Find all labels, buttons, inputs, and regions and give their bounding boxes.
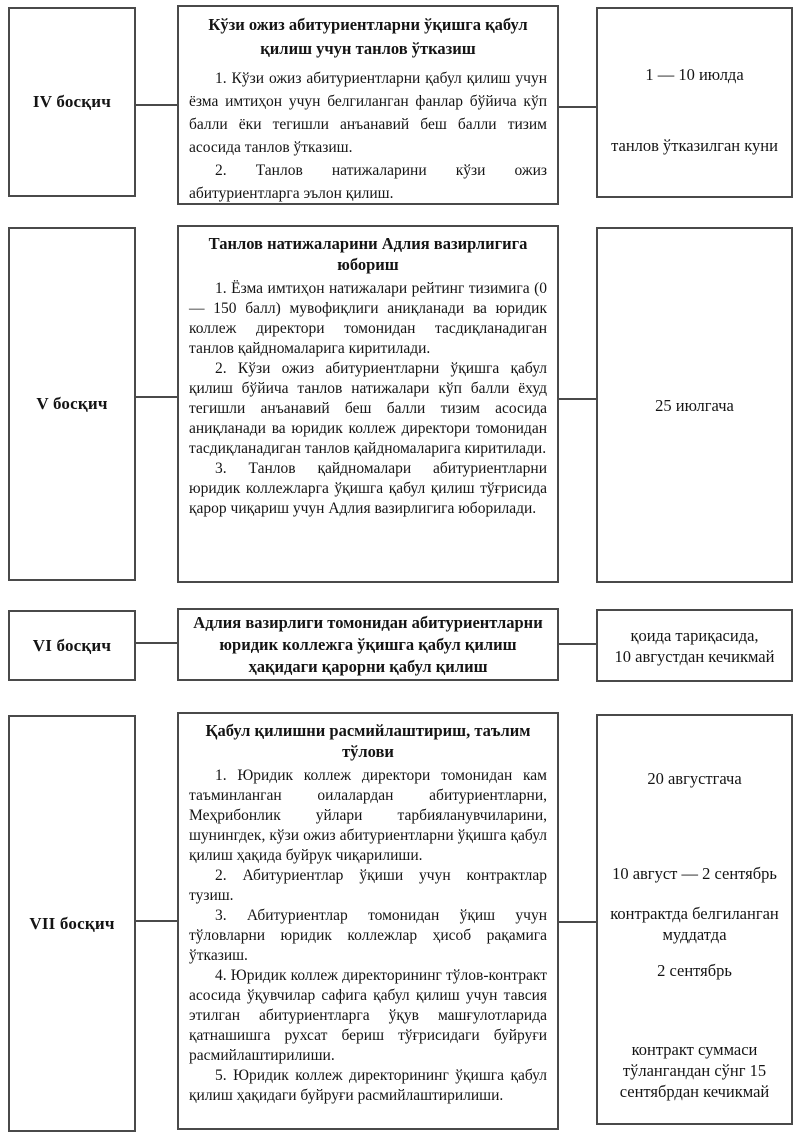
connector-desc-timing-row4 <box>559 921 596 923</box>
timing-text: контракт суммаси тўлангандан сўнг 15 сентябрдан кечикмай <box>619 1040 770 1101</box>
connector-stage-desc-row3 <box>136 642 177 644</box>
timing-box-iv <box>596 7 793 198</box>
description-paragraph: 5. Юридик коллеж директорининг ўқишга қабул қилиш ҳақидаги буйруғи расмийлаштирилиши. <box>189 1067 547 1104</box>
description-paragraph: 1. Юридик коллеж директори томонидан кам таъминланган оилалардан абитуриентларни, Меҳрибонлик уйлари тарбияланувчиларини, шунингдек, кўзи ожиз абитуриентларни ўқишга қабул қилиш ҳақида буйрук чиқарилиши. <box>189 767 547 864</box>
timing-text: 1 — 10 июлда <box>645 65 744 84</box>
connector-stage-desc-row2 <box>136 396 177 398</box>
timing-box-v <box>596 227 793 583</box>
stage-label-v: V босқич <box>36 394 108 413</box>
stage-label-vi: VI босқич <box>32 635 112 655</box>
description-box-v <box>177 225 559 583</box>
stage-label-vii: VII босқич <box>29 913 115 933</box>
stage-box-v <box>8 227 136 581</box>
timing-text: қоида тариқасида, <box>630 625 759 645</box>
description-title-iv: Кўзи ожиз абитуриентларни ўқишга қабул қилиш учун танлов ўтказиш <box>208 15 528 58</box>
connector-stage-desc-row1 <box>136 104 177 106</box>
description-paragraph: 3. Танлов қайдномалари абитуриентларни юридик коллежларга ўқишга қабул қилиш тўғрисида қарор чиқариш учун Адлия вазирлигига юборилади. <box>189 460 547 517</box>
description-paragraph: 2. Кўзи ожиз абитуриентларни ўқишга қабул қилиш бўйича танлов натижалари кўп балли ёхуд тегишли анъанавий беш балли тизим асосида аниқланади ва юридик коллеж директори томонидан тасдиқланадиган танлов қайдномаларига киритилади. <box>189 360 547 457</box>
connector-desc-timing-row2 <box>559 398 596 400</box>
stage-label-iv: IV босқич <box>32 92 112 111</box>
description-box-vi <box>177 608 559 681</box>
timing-text: танлов ўтказилган куни <box>611 136 778 155</box>
connector-desc-timing-row1 <box>559 106 596 108</box>
description-paragraph: 2. Абитуриентлар ўқиши учун контрактлар тузиш. <box>189 867 547 904</box>
description-paragraph: 1. Кўзи ожиз абитуриентларни қабул қилиш учун ёзма имтиҳон учун белгиланган фанлар бўйича кўп балли ёки тегишли анъанавий беш балли тизим асосида танлов ўтказиш. <box>189 70 547 156</box>
timing-text: 25 июлгача <box>655 395 734 415</box>
stage-box-vii <box>8 715 136 1132</box>
timing-box-vi <box>596 609 793 682</box>
connector-stage-desc-row4 <box>136 920 177 922</box>
timing-text: контрактда белгиланган муддатда <box>610 904 779 944</box>
description-title-v: Танлов натижаларини Адлия вазирлигига юбориш <box>208 234 528 274</box>
description-paragraph: 2. Танлов натижаларини кўзи ожиз абитуриентларга эълон қилиш. <box>189 162 547 202</box>
description-box-vii <box>177 712 559 1130</box>
timing-box-vii <box>596 714 793 1125</box>
description-box-iv <box>177 5 559 205</box>
timing-text: 10 август — 2 сентябрь <box>612 864 777 883</box>
description-title-vi: Адлия вазирлиги томонидан абитуриентларни юридик коллежга ўқишга қабул қилиш ҳақидаги қарорни қабул қилиш <box>193 612 543 676</box>
description-paragraph: 4. Юридик коллеж директорининг тўлов-контракт асосида ўқувчилар сафига қабул қилиш учун тавсия этилган абитуриентларга ўқув машғулотларида қатнашишга рухсат бериш тўғрисидаги буйруғи расмийлаштирилиши. <box>189 967 547 1064</box>
stage-box-vi <box>8 610 136 681</box>
connector-desc-timing-row3 <box>559 643 596 645</box>
description-paragraph: 1. Ёзма имтиҳон натижалари рейтинг тизимига (0 — 150 балл) мувофиқлиги аниқланади ва юридик коллеж директори томонидан тасдиқланадиган танлов қайдномаларига киритилади. <box>189 280 547 357</box>
description-title-vii: Қабул қилишни расмийлаштириш, таълим тўлови <box>205 721 531 761</box>
description-paragraph: 3. Абитуриентлар томонидан ўқиш учун тўловларни юридик коллежлар ҳисоб рақамига ўтказиш. <box>189 907 547 964</box>
timing-text: 10 августдан кечикмай <box>614 646 775 666</box>
stage-box-iv <box>8 7 136 197</box>
timing-text: 2 сентябрь <box>657 961 732 980</box>
timing-text: 20 августгача <box>647 769 742 788</box>
